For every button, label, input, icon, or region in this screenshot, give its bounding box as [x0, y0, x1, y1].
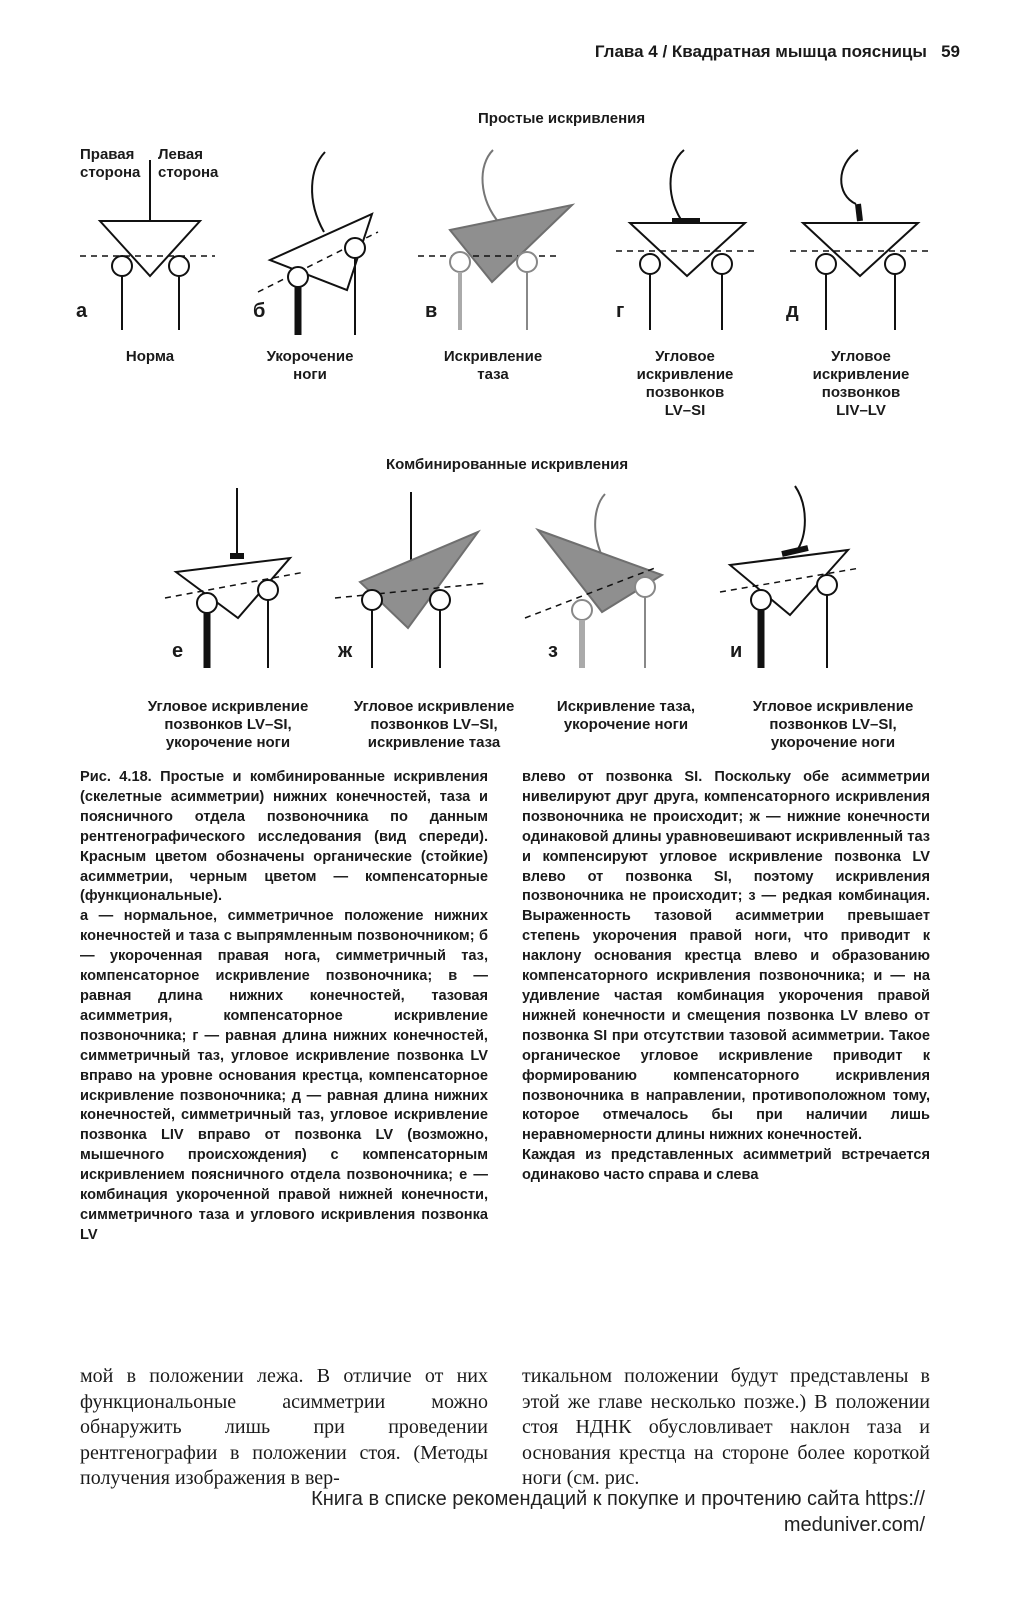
label-zh-line-2: позвонков LV–SI, — [370, 716, 498, 733]
label-d-line-3: позвонков — [821, 384, 901, 401]
diagram-z — [525, 494, 662, 668]
combined-title: Комбинированные искривления — [386, 456, 629, 473]
label-g-line-3: позвонков — [645, 384, 725, 401]
diagram-zh — [335, 492, 488, 668]
label-zh-line-3: искривление таза — [367, 734, 501, 751]
label-i-line-1: Угловое искривление — [752, 698, 914, 715]
letter-d: д — [786, 300, 799, 322]
label-e — [128, 698, 328, 752]
label-a — [100, 348, 200, 366]
side-left-line-2: сторона — [158, 164, 219, 181]
label-e-line-2: позвонков LV–SI, — [164, 716, 292, 733]
diagram-g — [616, 150, 757, 330]
letter-g: г — [616, 300, 625, 322]
label-b-line-1: Укорочение — [266, 348, 354, 365]
label-g-line-1: Угловое — [655, 348, 715, 365]
body-paragraph: мой в положении лежа. В отличие от них функциональоные асимметрии можно обнаружить лишь при проведении рентгенографии в положении стоя. (Методы получения изображения в вер- — [80, 1365, 488, 1489]
diagram-e — [165, 488, 305, 668]
caption-right-column — [522, 768, 930, 1186]
label-d — [796, 348, 926, 420]
side-right-line-2: сторона — [80, 164, 141, 181]
simple-title: Простые искривления — [478, 110, 646, 127]
label-i — [728, 698, 938, 752]
label-g — [620, 348, 750, 420]
body-left-column — [80, 1364, 488, 1492]
caption-paragraph: Рис. 4.18. Простые и комбинированные искривления (скелетные асимметрии) нижних конечностей, таза и поясничного отдела позвоночника по данным рентгенографического исследования (вид спереди). Красным цветом обозначены органические (стойкие) асимметрии, черным цветом — компенсаторные (функциональные). — [80, 769, 488, 905]
footer-note — [165, 1486, 925, 1538]
footer-line-1: Книга в списке рекомендаций к покупке и прочтению сайта https:// — [311, 1488, 925, 1510]
label-a-line-1: Норма — [125, 348, 175, 365]
side-right-line-1: Правая — [80, 146, 135, 163]
running-head-title: Глава 4 / Квадратная мышца поясницы — [594, 42, 927, 61]
letter-b: б — [253, 300, 266, 322]
side-left-line-1: Левая — [158, 146, 203, 163]
label-d-line-4: LIV–LV — [836, 402, 886, 419]
label-z — [536, 698, 716, 734]
label-g-line-4: LV–SI — [664, 402, 706, 419]
label-g-line-2: искривление — [636, 366, 734, 383]
label-v-line-1: Искривление — [443, 348, 543, 365]
label-v — [428, 348, 558, 384]
caption-paragraph: Каждая из представленных асимметрий встречается одинаково часто справа и слева — [522, 1147, 930, 1184]
body-paragraph: тикальном положении будут представлены в этой же главе несколько позже.) В положении стоя НДНК обусловливает наклон таза и основания крестца на стороне более короткой ноги (см. рис. — [522, 1365, 930, 1489]
diagram-a — [80, 160, 215, 330]
label-b — [250, 348, 370, 384]
label-i-line-3: укорочение ноги — [770, 734, 896, 751]
label-i-line-2: позвонков LV–SI, — [769, 716, 897, 733]
diagram-v — [418, 150, 572, 330]
footer-line-2[interactable]: meduniver.com/ — [783, 1514, 925, 1536]
caption-left-column — [80, 768, 488, 1246]
label-e-line-3: укорочение ноги — [165, 734, 291, 751]
label-zh — [334, 698, 534, 752]
side-right-label — [80, 146, 140, 182]
letter-a: а — [76, 300, 88, 322]
letter-v: в — [425, 300, 438, 322]
letter-z: з — [548, 640, 558, 662]
label-b-line-2: ноги — [293, 366, 327, 383]
label-z-line-2: укорочение ноги — [563, 716, 689, 733]
label-e-line-1: Угловое искривление — [147, 698, 309, 715]
diagram-b — [258, 152, 378, 335]
letter-e: е — [172, 640, 184, 662]
letter-i: и — [730, 640, 743, 662]
side-left-label — [158, 146, 218, 182]
body-right-column — [522, 1364, 930, 1492]
letter-zh: ж — [338, 640, 353, 662]
caption-paragraph: а — нормальное, симметричное положение нижних конечностей и таза с выпрямленным позвоночником; б — укороченная правая нога, симметричный таз, компенсаторное искривление позвоночника; в — равная длина нижних конечностей, тазовая асимметрия, компенсаторное искривление позвоночника; г — равная длина нижних конечностей, симметричный таз, угловое искривление позвонка LV вправо на уровне основания крестца, компенсаторное искривление позвоночника; д — равная длина нижних конечностей, симметричный таз, угловое искривление позвонка LIV вправо от позвонка LV (возможно, мышечного происхождения) с компенсаторным искривлением поясничного отдела позвоночника; е — комбинация укороченной правой нижней конечности, симметричного таза и углового искривления позвонка LV — [80, 908, 488, 1243]
label-zh-line-1: Угловое искривление — [353, 698, 515, 715]
page-number: 59 — [941, 42, 960, 61]
diagram-d — [790, 150, 930, 330]
label-d-line-1: Угловое — [831, 348, 891, 365]
caption-paragraph: влево от позвонка SI. Поскольку обе асимметрии нивелируют друг друга, компенсаторного искривления позвоночника не происходит; ж — нижние конечности одинаковой длины уравновешивают искривленный таз и компенсируют угловое искривление позвонка LV влево от позвонка SI, поэтому искривления позвоночника не происходит; з — редкая комбинация. Выраженность тазовой асимметрии превышает степень укорочения правой ноги, что приводит к наклону основания крестца влево и образованию компенсаторного искривления позвоночника; и — на удивление частая комбинация укорочения правой нижней конечности и смещения позвонка LV влево от позвонка SI при отсутствии тазовой асимметрии. Такое органическое угловое искривление приводит к формированию компенсаторного искривления позвоночника в направлении, противоположном тому, которое отмечалось бы при наличии лишь неравномерности длины нижних конечностей. — [522, 769, 930, 1144]
label-d-line-2: искривление — [812, 366, 910, 383]
label-z-line-1: Искривление таза, — [556, 698, 696, 715]
label-v-line-2: таза — [477, 366, 509, 383]
